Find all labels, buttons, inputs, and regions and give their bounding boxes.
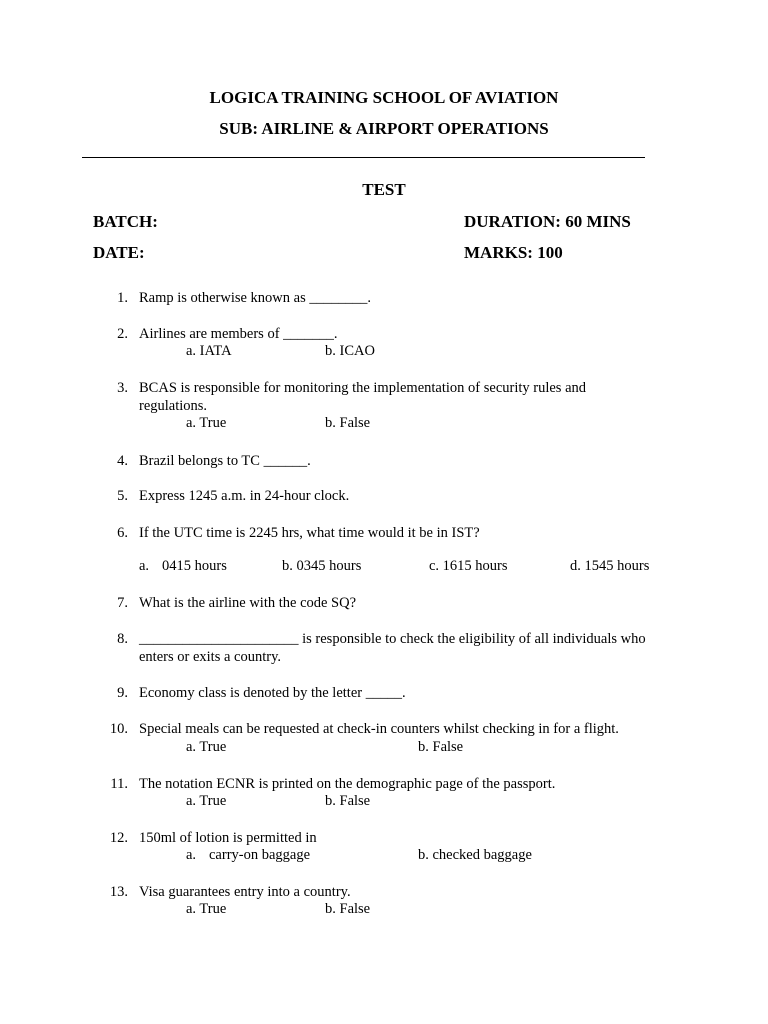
question-text: Airlines are members of _______.: [139, 326, 338, 342]
question-number: 11.: [110, 776, 128, 792]
option-b: b. 0345 hours: [282, 558, 362, 574]
subject-title: SUB: AIRLINE & AIRPORT OPERATIONS: [219, 119, 549, 138]
question-text: If the UTC time is 2245 hrs, what time would it be in IST?: [139, 525, 480, 541]
question-text: Express 1245 a.m. in 24-hour clock.: [139, 488, 350, 504]
duration-label: DURATION: 60 MINS: [464, 212, 631, 231]
option-a-marker: a.: [186, 847, 197, 863]
date-label: DATE:: [93, 243, 145, 262]
option-c: c. 1615 hours: [429, 558, 508, 574]
question-text: Visa guarantees entry into a country.: [139, 884, 351, 900]
question-number: 1.: [117, 290, 128, 306]
question-number: 13.: [109, 884, 128, 900]
option-b: b. checked baggage: [418, 847, 532, 863]
header-divider: [82, 157, 645, 158]
option-a: carry-on baggage: [209, 847, 311, 863]
option-a: a. True: [186, 415, 227, 431]
batch-label: BATCH:: [93, 212, 158, 231]
question-number: 5.: [117, 488, 128, 504]
option-a: 0415 hours: [162, 558, 227, 574]
question-text: What is the airline with the code SQ?: [139, 595, 357, 611]
question-text: ______________________ is responsible to check the eligibility of all individuals who enters or exits a country.: [139, 631, 646, 665]
option-a: a. True: [186, 901, 227, 917]
option-a: a. True: [186, 739, 227, 755]
marks-label: MARKS: 100: [464, 243, 563, 262]
question-number: 2.: [117, 326, 128, 342]
question-text: 150ml of lotion is permitted in: [139, 830, 317, 846]
question-number: 6.: [117, 525, 128, 541]
option-a: a. IATA: [186, 343, 232, 359]
option-b: b. False: [418, 739, 464, 755]
question-number: 9.: [117, 685, 128, 701]
question-text: Economy class is denoted by the letter _____.: [139, 685, 406, 701]
question-text: Brazil belongs to TC ______.: [139, 453, 311, 469]
question-number: 12.: [109, 830, 128, 846]
question-number: 8.: [117, 631, 128, 647]
option-b: b. False: [325, 793, 371, 809]
question-number: 4.: [117, 453, 128, 469]
question-number: 10.: [109, 721, 128, 737]
question-number: 7.: [117, 595, 128, 611]
question-text: BCAS is responsible for monitoring the implementation of security rules and regulations.: [139, 380, 587, 414]
option-b: b. False: [325, 901, 371, 917]
option-d: d. 1545 hours: [570, 558, 650, 574]
question-number: 3.: [117, 380, 128, 396]
test-heading: TEST: [362, 180, 406, 199]
question-text: Special meals can be requested at check-in counters whilst checking in for a flight.: [139, 721, 619, 737]
option-b: b. False: [325, 415, 371, 431]
option-a-marker: a.: [139, 558, 150, 574]
option-a: a. True: [186, 793, 227, 809]
question-text: Ramp is otherwise known as ________.: [139, 290, 371, 306]
school-name: LOGICA TRAINING SCHOOL OF AVIATION: [209, 88, 559, 107]
question-text: The notation ECNR is printed on the demographic page of the passport.: [139, 776, 556, 792]
option-b: b. ICAO: [325, 343, 375, 359]
